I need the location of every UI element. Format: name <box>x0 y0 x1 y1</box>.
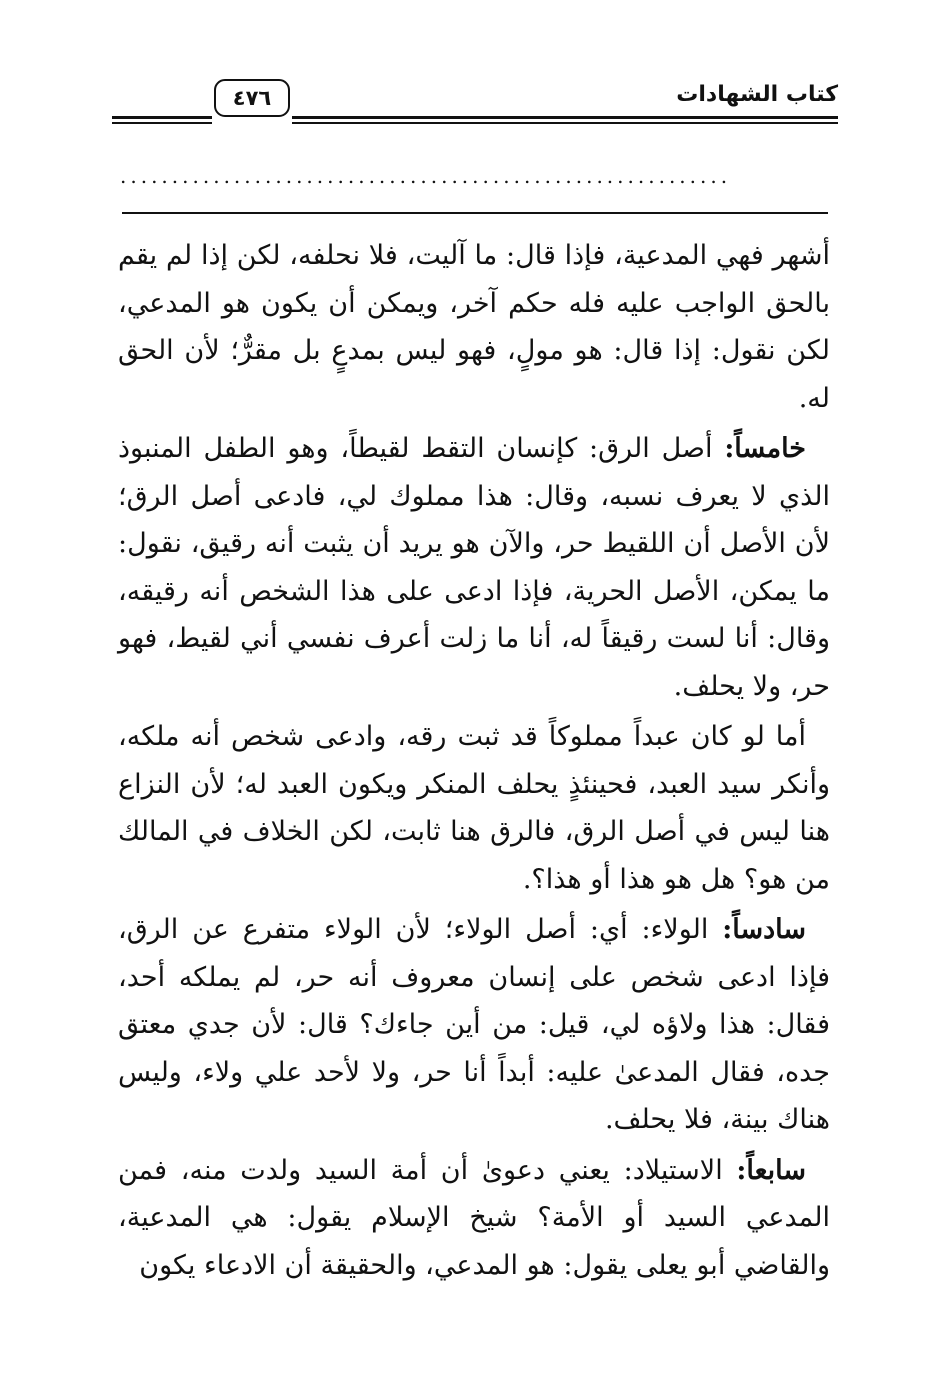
paragraph-text: أشهر فهي المدعية، فإذا قال: ما آليت، فلا نحلفه، لكن إذا لم يقم بالحق الواجب عليه فله حكم آخر، ويمكن أن يكون هو المدعي، لكن نقول: إذا قال: هو مولٍ، فهو ليس بمدعٍ بل مقرٌّ؛ لأن الحق له. <box>118 240 830 414</box>
section-keyword: خامساً: <box>724 433 806 464</box>
paragraph-text: أصل الرق: كإنسان التقط لقيطاً، وهو الطفل المنبوذ الذي لا يعرف نسبه، وقال: هذا مملوك لي، فادعى أصل الرق؛ لأن الأصل أن اللقيط حر، والآن هو يريد أن يثبت أنه رقيق، نقول: ما يمكن، الأصل الحرية، فإذا ادعى على هذا الشخص أنه رقيقه، وقال: أنا لست رقيقاً له، أنا ما زلت أعرف نفسي أني لقيط، فهو حر، ولا يحلف. <box>118 433 830 702</box>
paragraph-text: الولاء: أي: أصل الولاء؛ لأن الولاء متفرع عن الرق، فإذا ادعى شخص على إنسان معروف أنه حر، لم يملكه أحد، فقال: هذا ولاؤه لي، قيل: من أين جاءك؟ قال: لأن جدي معتق جده، فقال المدعىٰ عليه: أبداً أنا حر، ولا لأحد علي ولاء، وليس هناك بينة، فلا يحلف. <box>118 914 830 1135</box>
paragraph-5 <box>118 1147 830 1290</box>
paragraph-1 <box>118 232 830 422</box>
page-number: ٤٧٦ <box>214 79 290 117</box>
book-title: كتاب الشهادات <box>676 82 838 107</box>
section-keyword: سابعاً: <box>736 1154 806 1186</box>
paragraph-2 <box>118 425 830 710</box>
page-body <box>118 232 830 1292</box>
paragraph-4 <box>118 906 830 1144</box>
separator-line <box>122 212 828 214</box>
dotted-separator: ........................................................... <box>120 164 732 188</box>
section-keyword: سادساً: <box>722 914 806 945</box>
header-rule <box>112 116 212 119</box>
paragraph-3 <box>118 713 830 903</box>
paragraph-text: الاستيلاد: يعني دعوىٰ أن أمة السيد ولدت منه، فمن المدعي السيد أو الأمة؟ شيخ الإسلام يقول: هي المدعية، والقاضي أبو يعلى يقول: هو المدعي، والحقيقة أن الادعاء يكون <box>118 1154 830 1281</box>
header-rule <box>292 116 838 119</box>
page-header <box>112 78 838 128</box>
header-rule <box>292 122 838 124</box>
header-rule <box>112 122 212 124</box>
paragraph-text: أما لو كان عبداً مملوكاً قد ثبت رقه، وادعى شخص أنه ملكه، وأنكر سيد العبد، فحينئذٍ يحلف المنكر ويكون العبد له؛ لأن النزاع هنا ليس في أصل الرق، فالرق هنا ثابت، لكن الخلاف في المالك من هو؟ هل هو هذا أو هذا؟. <box>118 721 830 895</box>
